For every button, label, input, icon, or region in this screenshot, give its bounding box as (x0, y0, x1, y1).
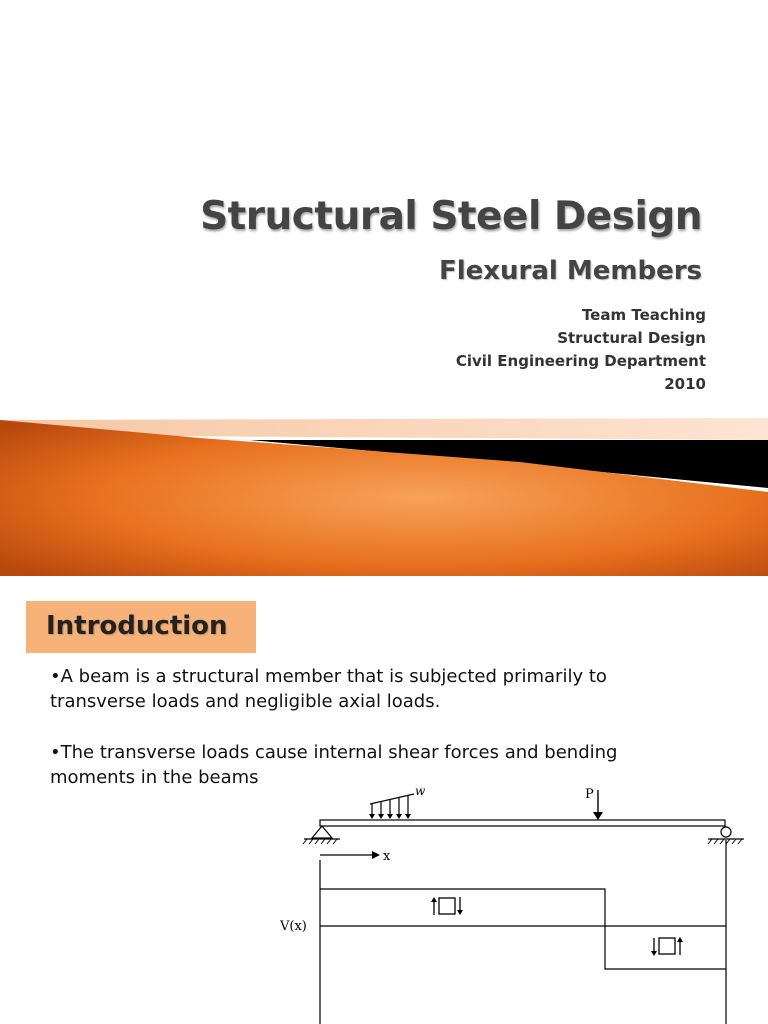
intro-heading: Introduction (46, 611, 228, 641)
intro-heading-box (26, 601, 256, 653)
roller-support (721, 827, 731, 837)
pin-support (312, 826, 332, 838)
author-line-year: 2010 (664, 375, 706, 393)
load-w-label: w (415, 784, 426, 798)
slide-subtitle: Flexural Members (438, 256, 702, 286)
intro-slide (0, 576, 768, 1024)
positive-shear-icon (434, 897, 460, 915)
distributed-load-w (370, 794, 414, 816)
slide-title: Structural Steel Design (200, 194, 702, 239)
x-axis-label: x (383, 849, 391, 864)
author-line-department: Civil Engineering Department (455, 352, 706, 370)
bullet-beam-definition: •A beam is a structural member that is subjected primarily to transverse loads and negligible axial loads. (50, 666, 607, 712)
shear-axis-label: V(x) (280, 919, 307, 934)
load-p-label: P (585, 787, 594, 802)
shear-diagram-curve (320, 889, 726, 969)
decorative-orange-band (0, 400, 768, 576)
beam-shear-diagram (280, 776, 768, 1024)
bullet-transverse-loads: •The transverse loads cause internal shear forces and bending moments in the beams (50, 742, 618, 788)
author-line-team: Team Teaching (581, 306, 706, 324)
beam (320, 820, 725, 826)
author-line-course: Structural Design (557, 329, 706, 347)
author-info (456, 304, 706, 396)
negative-shear-icon (654, 938, 680, 955)
